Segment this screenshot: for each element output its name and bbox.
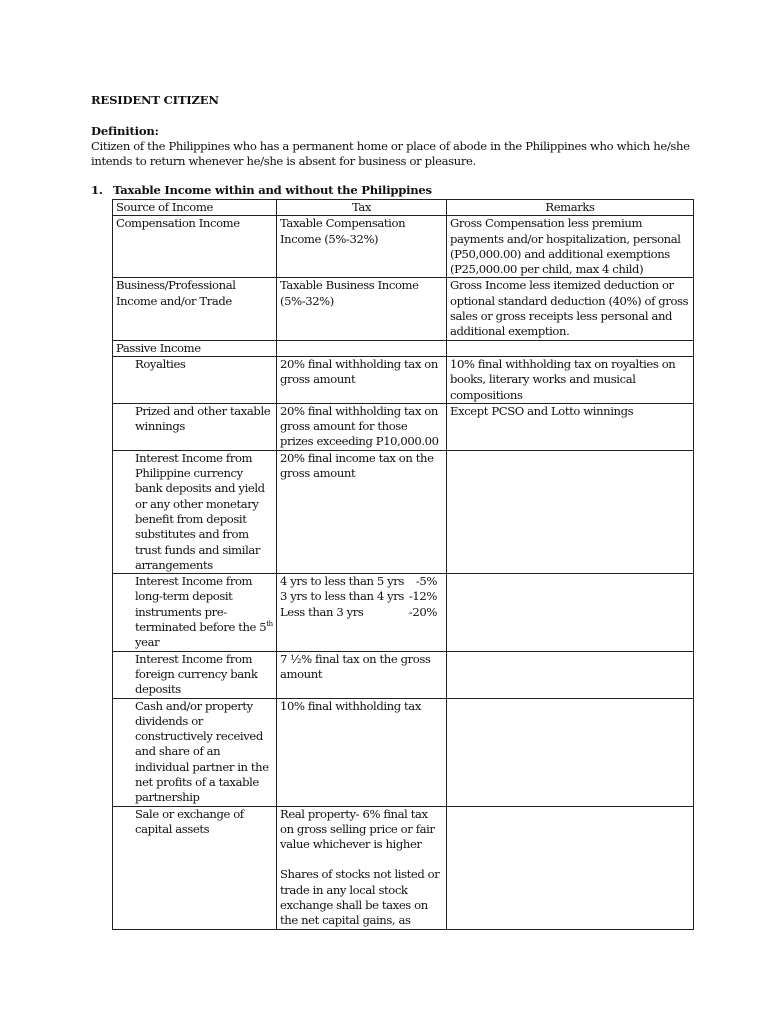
table-header-row bbox=[113, 200, 694, 216]
cell-remarks bbox=[447, 450, 694, 573]
tax-rate: -12% bbox=[408, 589, 437, 604]
cell-remarks: Gross Compensation less premium payments and/or hospitalization, personal (P50,000.00) and additional exemptions (P25,000.00 per child, max 4 child) bbox=[447, 216, 694, 278]
tax-line-1 bbox=[280, 574, 443, 589]
tax-period-label: Less than 3 yrs bbox=[280, 604, 364, 619]
table-row-prizes bbox=[113, 403, 694, 450]
cell-remarks bbox=[447, 651, 694, 698]
cell-remarks: Except PCSO and Lotto winnings bbox=[447, 403, 694, 450]
source-text: Interest Income from long-term deposit instruments pre-terminated before the 5 bbox=[135, 574, 267, 635]
cell-source: Sale or exchange of capital assets bbox=[113, 806, 277, 929]
table-row-business bbox=[113, 278, 694, 340]
table-row-capital-assets bbox=[113, 806, 694, 929]
table-row-passive-income bbox=[113, 340, 694, 356]
cell-source: Compensation Income bbox=[113, 216, 277, 278]
table-row-interest-philippine bbox=[113, 450, 694, 573]
source-text-tail: year bbox=[135, 635, 160, 650]
document-heading: RESIDENT CITIZEN bbox=[91, 93, 219, 107]
table-row-interest-longterm bbox=[113, 574, 694, 651]
cell-source: Prized and other taxable winnings bbox=[113, 403, 277, 450]
cell-source bbox=[113, 574, 277, 651]
cell-source: Passive Income bbox=[113, 340, 277, 356]
paragraph-gap bbox=[280, 852, 443, 867]
header-tax: Tax bbox=[277, 200, 447, 216]
tax-rate: -20% bbox=[408, 604, 437, 619]
cell-source: Interest Income from Philippine currency bank deposits and yield or any other monetary benefit from deposit substitutes and from trust funds and similar arrangements bbox=[113, 450, 277, 573]
cell-remarks bbox=[447, 806, 694, 929]
cell-tax: Taxable Business Income (5%-32%) bbox=[277, 278, 447, 340]
tax-period-label: 4 yrs to less than 5 yrs bbox=[280, 574, 404, 589]
section-title bbox=[91, 183, 432, 198]
table-row-compensation bbox=[113, 216, 694, 278]
cell-tax bbox=[277, 340, 447, 356]
cell-tax: 7 ½% final tax on the gross amount bbox=[277, 651, 447, 698]
cell-tax: Taxable Compensation Income (5%-32%) bbox=[277, 216, 447, 278]
tax-real-property: Real property- 6% final tax on gross selling price or fair value whichever is higher bbox=[280, 806, 435, 852]
tax-period-label: 3 yrs to less than 4 yrs bbox=[280, 589, 404, 604]
cell-tax: 20% final withholding tax on gross amount for those prizes exceeding P10,000.00 bbox=[277, 403, 447, 450]
cell-remarks bbox=[447, 340, 694, 356]
cell-remarks bbox=[447, 698, 694, 806]
definition-line-1: Citizen of the Philippines who has a permanent home or place of abode in the Philippines who which he/she bbox=[91, 139, 690, 153]
cell-source: Cash and/or property dividends or constructively received and share of an individual partner in the net profits of a taxable partnership bbox=[113, 698, 277, 806]
tax-line-2 bbox=[280, 589, 443, 604]
table-row-dividends bbox=[113, 698, 694, 806]
header-source-of-income: Source of Income bbox=[113, 200, 277, 216]
header-remarks: Remarks bbox=[447, 200, 694, 216]
cell-tax: 20% final income tax on the gross amount bbox=[277, 450, 447, 573]
cell-remarks: 10% final withholding tax on royalties on books, literary works and musical compositions bbox=[447, 356, 694, 403]
definition-text bbox=[91, 139, 691, 170]
cell-tax bbox=[277, 574, 447, 651]
section-number: 1. bbox=[91, 183, 103, 197]
definition-label: Definition: bbox=[91, 124, 159, 138]
tax-line-3 bbox=[280, 605, 443, 620]
table-row-royalties bbox=[113, 356, 694, 403]
section-title-text: Taxable Income within and without the Philippines bbox=[113, 183, 432, 197]
table-row-interest-foreign bbox=[113, 651, 694, 698]
cell-tax: 20% final withholding tax on gross amount bbox=[277, 356, 447, 403]
superscript-th: th bbox=[266, 620, 273, 629]
definition-line-2: intends to return whenever he/she is absent for business or pleasure. bbox=[91, 154, 476, 169]
cell-source: Business/Professional Income and/or Trade bbox=[113, 278, 277, 340]
tax-rate: -5% bbox=[415, 574, 437, 589]
income-tax-table bbox=[112, 199, 694, 930]
cell-remarks: Gross Income less itemized deduction or optional standard deduction (40%) of gross sales or gross receipts less personal and additional exemption. bbox=[447, 278, 694, 340]
cell-tax: 10% final withholding tax bbox=[277, 698, 447, 806]
cell-source: Interest Income from foreign currency bank deposits bbox=[113, 651, 277, 698]
cell-tax bbox=[277, 806, 447, 929]
cell-remarks bbox=[447, 574, 694, 651]
cell-source: Royalties bbox=[113, 356, 277, 403]
tax-shares-of-stock: Shares of stocks not listed or trade in any local stock exchange shall be taxes on the net capital gains, as bbox=[280, 867, 440, 928]
